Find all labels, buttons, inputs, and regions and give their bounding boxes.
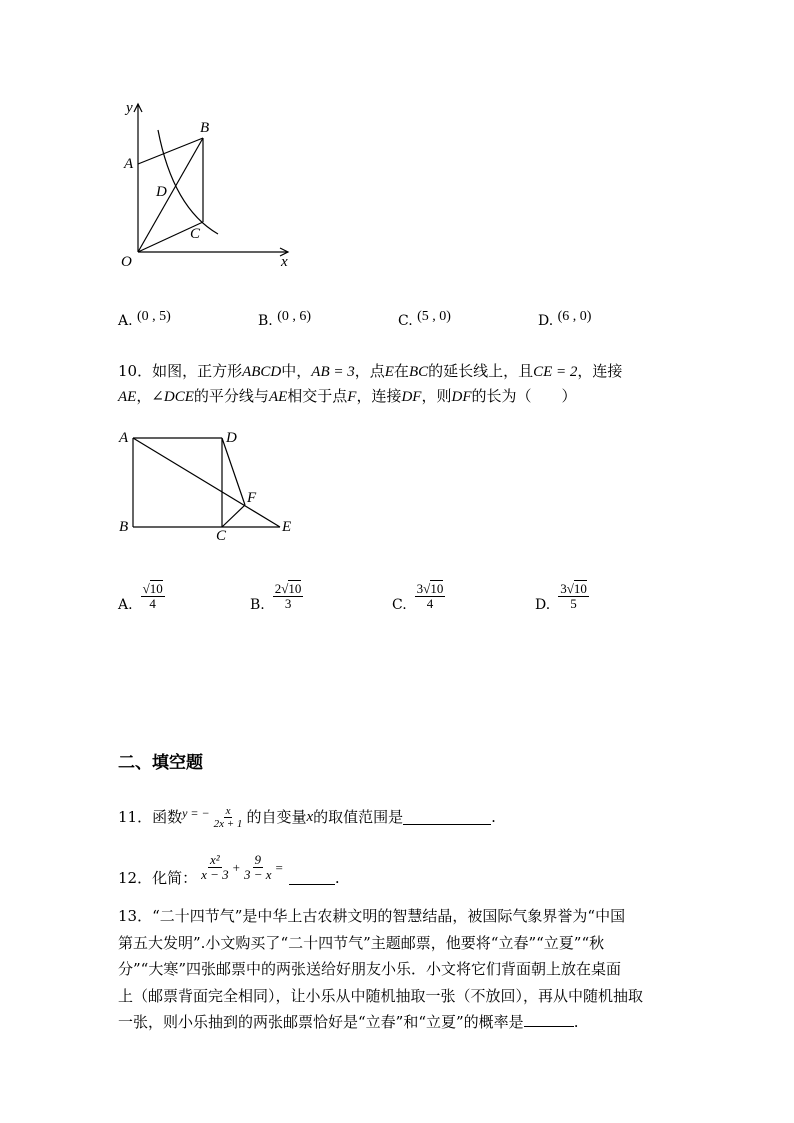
question-13: 13．“二十四节气”是中华上古农耕文明的智慧结晶，被国际气象界誉为“中国 第五大发明”.小文购买了“二十四节气”主题邮票，他要将“立春”“立夏”“秋 分”“大寒”四张邮票中的两张送给好朋友小乐．小文将它们背面朝上放在桌面 上（邮票背面完全相同），让小乐从中随机抽取一张（不放回），再从中随机抽取 一张，则小乐抽到的两张邮票恰好是“立春”和“立夏”的概率是 .: [118, 907, 644, 1031]
label-b: B: [119, 519, 129, 535]
question-11: 11．函数 y = − $\frac{x}{2x + 1}$ 的自变量 x 的取值范围是 .: [118, 804, 496, 830]
q10-option-d[interactable]: D. $\frac{3√10}{5}$: [535, 581, 587, 613]
segment-df: [222, 438, 245, 505]
q10-option-b[interactable]: B. $\frac{2√10}{3}$: [250, 581, 302, 613]
label-e: E: [282, 519, 292, 535]
figure-q10-svg: [115, 428, 305, 548]
q9-option-c[interactable]: C. (5 , 0): [398, 309, 451, 329]
figure-q10: [115, 428, 305, 548]
label-y: y: [126, 100, 133, 116]
q10-option-a[interactable]: A. $\frac{√10}{4}$: [118, 581, 163, 613]
segment-ab: [138, 138, 203, 164]
label-a: A: [124, 156, 134, 172]
answer-blank-12[interactable]: [289, 870, 335, 885]
hyperbola-curve: [158, 130, 218, 234]
label-a: A: [119, 430, 129, 446]
label-x: x: [281, 254, 288, 270]
figure-q9: [118, 98, 298, 273]
question-12: 12．化简： $\frac{\text{x²}}{x - 3}$ + $\frac{9}{3 - x}$ = .: [118, 852, 340, 887]
q9-option-d[interactable]: D. (6 , 0): [538, 309, 592, 329]
q10-option-c[interactable]: C. $\frac{3√10}{4}$: [392, 581, 444, 613]
label-d: D: [226, 430, 237, 446]
answer-blank-13[interactable]: [524, 1012, 574, 1027]
segment-ae: [133, 438, 280, 527]
label-o: O: [121, 254, 132, 270]
segment-cf: [222, 505, 245, 527]
label-d: D: [156, 184, 167, 200]
label-f: F: [247, 490, 257, 506]
label-c: C: [216, 528, 227, 544]
q10-line1: 10．如图，正方形ABCD中，AB = 3，点E在BC的延长线上，且CE = 2，连接: [118, 362, 623, 380]
answer-blank-11[interactable]: [403, 810, 491, 825]
q9-option-b[interactable]: B. (0 , 6): [258, 309, 312, 329]
q9-option-a[interactable]: A. (0 , 5): [118, 309, 171, 329]
q10-line2: AE，∠DCE的平分线与AE相交于点F，连接DF，则DF的长为（ ）: [118, 387, 577, 405]
label-b: B: [200, 120, 210, 136]
section-title: 二、填空题: [118, 753, 203, 773]
label-c: C: [190, 226, 201, 242]
